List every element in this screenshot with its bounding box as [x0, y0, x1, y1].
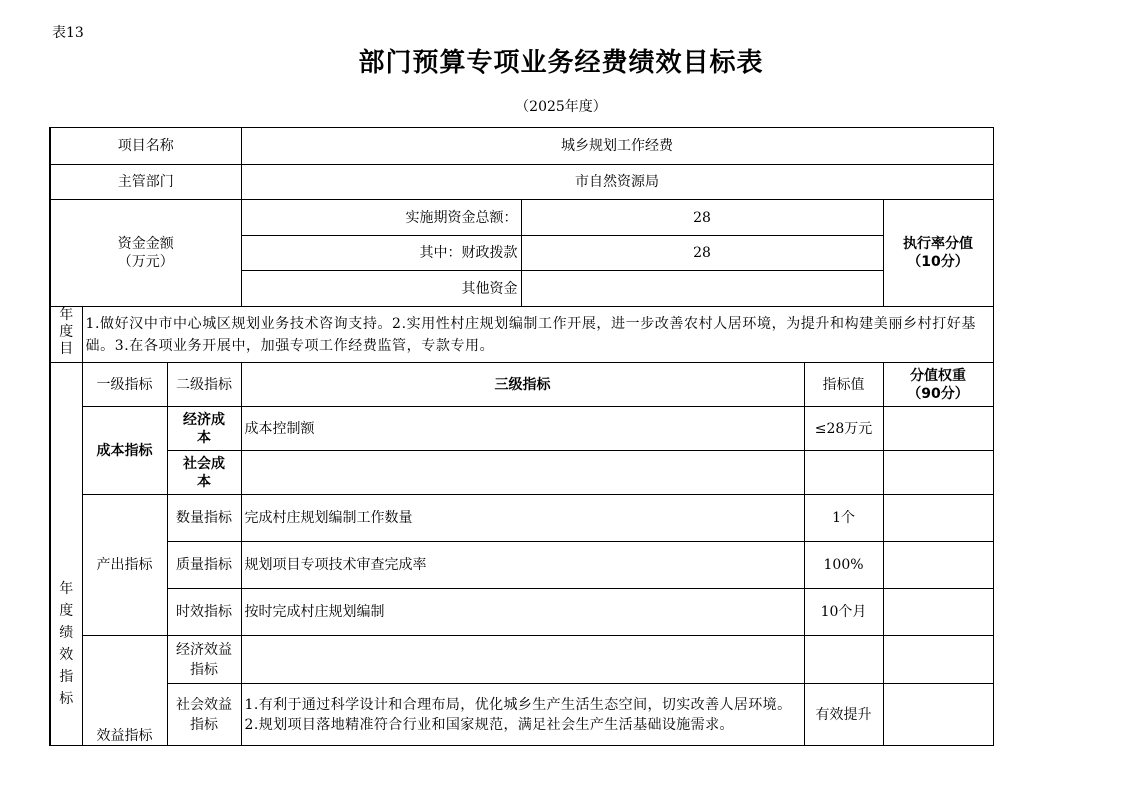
- page-title: 部门预算专项业务经费绩效目标表: [358, 48, 764, 78]
- social-cost-weight: [883, 451, 993, 495]
- social-benefit-indicator: 1.有利于通过科学设计和合理布局，优化城乡生产生活生态空间，切实改善人居环境。2.规划项目落地精准符合行业和国家规范，满足社会生产生活基础设施需求。: [241, 684, 804, 746]
- cost-control-indicator: 成本控制额: [241, 407, 804, 451]
- social-benefit-label: 社会效益 指标: [167, 684, 241, 746]
- project-name-value: 城乡规划工作经费: [241, 128, 993, 165]
- header-weight: 分值权重 （90分）: [883, 363, 993, 407]
- social-cost-label: 社会成 本: [167, 451, 241, 495]
- economic-benefit-weight: [883, 636, 993, 684]
- annual-goal-text: 1.做好汉中市中心城区规划业务技术咨询支持。2.实用性村庄规划编制工作开展，进一步改善农村人居环境，为提升和构建美丽乡村打好基础。3.在各项业务开展中，加强专项工作经费监管，专款专用。: [82, 307, 993, 363]
- economic-benefit-label: 经济效益 指标: [167, 636, 241, 684]
- social-cost-value: [804, 451, 883, 495]
- quality-weight: [883, 542, 993, 589]
- quantity-indicator-label: 数量指标: [167, 495, 241, 542]
- quality-indicator: 规划项目专项技术审查完成率: [241, 542, 804, 589]
- economic-cost-label: 经济成 本: [167, 407, 241, 451]
- fiscal-funds-label: 其中：财政拨款: [241, 236, 521, 271]
- cost-indicator-label: 成本指标: [82, 407, 167, 495]
- annual-indicators-label: 年 度 绩 效 指 标: [50, 363, 82, 746]
- other-funds-value: [521, 271, 883, 307]
- funds-label: 资金金额 （万元）: [50, 200, 241, 307]
- timeliness-indicator: 按时完成村庄规划编制: [241, 589, 804, 636]
- benefit-indicator-label: 效益指标: [82, 636, 167, 746]
- fiscal-funds-value: 28: [521, 236, 883, 271]
- header-value: 指标值: [804, 363, 883, 407]
- timeliness-indicator-label: 时效指标: [167, 589, 241, 636]
- total-funds-value: 28: [521, 200, 883, 236]
- header-level1: 一级指标: [82, 363, 167, 407]
- table-number: 表13: [52, 25, 84, 41]
- quantity-indicator: 完成村庄规划编制工作数量: [241, 495, 804, 542]
- quality-value: 100%: [804, 542, 883, 589]
- header-level2: 二级指标: [167, 363, 241, 407]
- social-cost-indicator: [241, 451, 804, 495]
- annual-goal-label: 年 度 目: [50, 307, 82, 363]
- execution-score-label: 执行率分值 （10分）: [883, 200, 993, 307]
- output-indicator-label: 产出指标: [82, 495, 167, 636]
- timeliness-value: 10个月: [804, 589, 883, 636]
- other-funds-label: 其他资金: [241, 271, 521, 307]
- performance-target-table: [49, 127, 994, 746]
- social-benefit-weight: [883, 684, 993, 746]
- cost-control-weight: [883, 407, 993, 451]
- department-label: 主管部门: [50, 165, 241, 200]
- economic-benefit-value: [804, 636, 883, 684]
- quantity-value: 1个: [804, 495, 883, 542]
- economic-benefit-indicator: [241, 636, 804, 684]
- budget-year: （2025年度）: [515, 99, 607, 115]
- header-level3: 三级指标: [241, 363, 804, 407]
- department-value: 市自然资源局: [241, 165, 993, 200]
- timeliness-weight: [883, 589, 993, 636]
- quality-indicator-label: 质量指标: [167, 542, 241, 589]
- project-name-label: 项目名称: [50, 128, 241, 165]
- social-benefit-value: 有效提升: [804, 684, 883, 746]
- total-funds-label: 实施期资金总额：: [241, 200, 521, 236]
- quantity-weight: [883, 495, 993, 542]
- cost-control-value: ≤28万元: [804, 407, 883, 451]
